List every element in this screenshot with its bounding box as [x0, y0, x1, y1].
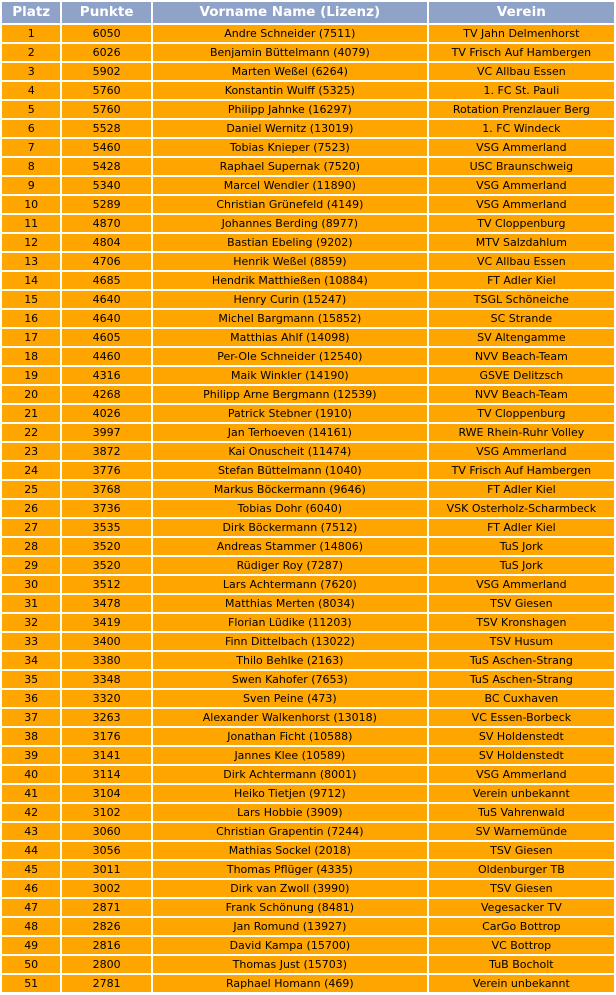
cell-name-lizenz: Marten Weßel (6264) [153, 63, 427, 80]
cell-name-lizenz: Tobias Knieper (7523) [153, 139, 427, 156]
cell-punkte: 4640 [62, 310, 151, 327]
cell-name-lizenz: Raphael Homann (469) [153, 975, 427, 992]
cell-verein: Oldenburger TB [429, 861, 614, 878]
cell-name-lizenz: Henry Curin (15247) [153, 291, 427, 308]
cell-punkte: 3011 [62, 861, 151, 878]
cell-punkte: 4460 [62, 348, 151, 365]
cell-punkte: 3176 [62, 728, 151, 745]
cell-verein: FT Adler Kiel [429, 272, 614, 289]
table-row [2, 329, 614, 346]
cell-punkte: 5289 [62, 196, 151, 213]
cell-punkte: 5902 [62, 63, 151, 80]
cell-verein: BC Cuxhaven [429, 690, 614, 707]
cell-name-lizenz: Benjamin Büttelmann (4079) [153, 44, 427, 61]
cell-platz: 36 [2, 690, 60, 707]
cell-punkte: 3263 [62, 709, 151, 726]
cell-verein: VC Bottrop [429, 937, 614, 954]
cell-platz: 30 [2, 576, 60, 593]
cell-punkte: 3104 [62, 785, 151, 802]
cell-platz: 27 [2, 519, 60, 536]
cell-name-lizenz: Konstantin Wulff (5325) [153, 82, 427, 99]
cell-platz: 42 [2, 804, 60, 821]
cell-punkte: 2800 [62, 956, 151, 973]
header-platz: Platz [2, 2, 60, 23]
table-row [2, 937, 614, 954]
cell-verein: VSG Ammerland [429, 576, 614, 593]
table-row [2, 367, 614, 384]
table-row [2, 519, 614, 536]
table-row [2, 82, 614, 99]
cell-name-lizenz: Lars Hobbie (3909) [153, 804, 427, 821]
cell-name-lizenz: Kai Onuscheit (11474) [153, 443, 427, 460]
cell-platz: 43 [2, 823, 60, 840]
table-row [2, 481, 614, 498]
cell-verein: Vegesacker TV [429, 899, 614, 916]
table-row [2, 671, 614, 688]
table-row [2, 424, 614, 441]
cell-platz: 46 [2, 880, 60, 897]
cell-punkte: 4640 [62, 291, 151, 308]
cell-punkte: 5460 [62, 139, 151, 156]
cell-name-lizenz: Lars Achtermann (7620) [153, 576, 427, 593]
cell-platz: 25 [2, 481, 60, 498]
cell-name-lizenz: Matthias Ahlf (14098) [153, 329, 427, 346]
table-row [2, 899, 614, 916]
cell-platz: 47 [2, 899, 60, 916]
cell-verein: USC Braunschweig [429, 158, 614, 175]
cell-verein: TuS Aschen-Strang [429, 652, 614, 669]
cell-name-lizenz: Michel Bargmann (15852) [153, 310, 427, 327]
cell-name-lizenz: Thilo Behlke (2163) [153, 652, 427, 669]
cell-punkte: 3872 [62, 443, 151, 460]
cell-verein: NVV Beach-Team [429, 386, 614, 403]
cell-verein: TV Frisch Auf Hambergen [429, 44, 614, 61]
cell-punkte: 4870 [62, 215, 151, 232]
cell-name-lizenz: Matthias Merten (8034) [153, 595, 427, 612]
table-row [2, 44, 614, 61]
cell-punkte: 4605 [62, 329, 151, 346]
cell-name-lizenz: Florian Lüdike (11203) [153, 614, 427, 631]
cell-verein: TuB Bocholt [429, 956, 614, 973]
cell-punkte: 5428 [62, 158, 151, 175]
cell-platz: 7 [2, 139, 60, 156]
cell-punkte: 3736 [62, 500, 151, 517]
cell-name-lizenz: David Kampa (15700) [153, 937, 427, 954]
cell-verein: SV Holdenstedt [429, 728, 614, 745]
cell-verein: VSG Ammerland [429, 443, 614, 460]
table-row [2, 177, 614, 194]
cell-verein: SC Strande [429, 310, 614, 327]
cell-platz: 12 [2, 234, 60, 251]
cell-name-lizenz: Marcel Wendler (11890) [153, 177, 427, 194]
cell-name-lizenz: Jan Romund (13927) [153, 918, 427, 935]
cell-platz: 33 [2, 633, 60, 650]
table-row [2, 918, 614, 935]
cell-platz: 50 [2, 956, 60, 973]
cell-name-lizenz: Maik Winkler (14190) [153, 367, 427, 384]
cell-punkte: 6050 [62, 25, 151, 42]
cell-punkte: 5340 [62, 177, 151, 194]
cell-platz: 4 [2, 82, 60, 99]
header-name-lizenz: Vorname Name (Lizenz) [153, 2, 427, 23]
table-row [2, 462, 614, 479]
cell-punkte: 4026 [62, 405, 151, 422]
table-row [2, 728, 614, 745]
table-row [2, 215, 614, 232]
table-body [2, 25, 614, 992]
cell-verein: TV Cloppenburg [429, 405, 614, 422]
table-row [2, 310, 614, 327]
table-row [2, 196, 614, 213]
cell-name-lizenz: Henrik Weßel (8859) [153, 253, 427, 270]
table-row [2, 139, 614, 156]
cell-verein: VSG Ammerland [429, 139, 614, 156]
cell-verein: VSK Osterholz-Scharmbeck [429, 500, 614, 517]
cell-platz: 19 [2, 367, 60, 384]
cell-name-lizenz: Philipp Jahnke (16297) [153, 101, 427, 118]
cell-punkte: 3056 [62, 842, 151, 859]
cell-verein: TSV Kronshagen [429, 614, 614, 631]
cell-verein: TSV Giesen [429, 880, 614, 897]
cell-name-lizenz: Swen Kahofer (7653) [153, 671, 427, 688]
table-row [2, 766, 614, 783]
cell-name-lizenz: Thomas Just (15703) [153, 956, 427, 973]
cell-punkte: 3520 [62, 557, 151, 574]
header-row [2, 2, 614, 23]
cell-punkte: 2781 [62, 975, 151, 992]
cell-verein: VSG Ammerland [429, 766, 614, 783]
cell-platz: 40 [2, 766, 60, 783]
cell-verein: RWE Rhein-Ruhr Volley [429, 424, 614, 441]
cell-verein: Verein unbekannt [429, 975, 614, 992]
cell-punkte: 4316 [62, 367, 151, 384]
table-row [2, 709, 614, 726]
cell-verein: 1. FC Windeck [429, 120, 614, 137]
table-row [2, 804, 614, 821]
cell-platz: 49 [2, 937, 60, 954]
cell-punkte: 3102 [62, 804, 151, 821]
cell-verein: TuS Jork [429, 557, 614, 574]
cell-platz: 16 [2, 310, 60, 327]
table-row [2, 557, 614, 574]
table-row [2, 158, 614, 175]
cell-punkte: 3002 [62, 880, 151, 897]
cell-punkte: 2826 [62, 918, 151, 935]
cell-platz: 11 [2, 215, 60, 232]
cell-name-lizenz: Tobias Dohr (6040) [153, 500, 427, 517]
table-row [2, 500, 614, 517]
cell-platz: 44 [2, 842, 60, 859]
cell-name-lizenz: Stefan Büttelmann (1040) [153, 462, 427, 479]
cell-punkte: 3419 [62, 614, 151, 631]
cell-verein: TV Cloppenburg [429, 215, 614, 232]
cell-name-lizenz: Thomas Pflüger (4335) [153, 861, 427, 878]
table-row [2, 386, 614, 403]
cell-punkte: 3997 [62, 424, 151, 441]
cell-platz: 28 [2, 538, 60, 555]
table-row [2, 538, 614, 555]
cell-platz: 18 [2, 348, 60, 365]
table-row [2, 785, 614, 802]
header-punkte: Punkte [62, 2, 151, 23]
cell-name-lizenz: Frank Schönung (8481) [153, 899, 427, 916]
cell-punkte: 2871 [62, 899, 151, 916]
cell-platz: 41 [2, 785, 60, 802]
table-header [2, 2, 614, 23]
cell-platz: 51 [2, 975, 60, 992]
cell-verein: VC Allbau Essen [429, 63, 614, 80]
cell-punkte: 3512 [62, 576, 151, 593]
cell-platz: 37 [2, 709, 60, 726]
cell-platz: 32 [2, 614, 60, 631]
cell-verein: TV Jahn Delmenhorst [429, 25, 614, 42]
cell-name-lizenz: Jannes Klee (10589) [153, 747, 427, 764]
cell-punkte: 3114 [62, 766, 151, 783]
cell-platz: 38 [2, 728, 60, 745]
cell-name-lizenz: Dirk Achtermann (8001) [153, 766, 427, 783]
table-row [2, 272, 614, 289]
cell-verein: GSVE Delitzsch [429, 367, 614, 384]
header-verein: Verein [429, 2, 614, 23]
cell-platz: 39 [2, 747, 60, 764]
cell-punkte: 2816 [62, 937, 151, 954]
cell-punkte: 3768 [62, 481, 151, 498]
table-row [2, 861, 614, 878]
table-row [2, 633, 614, 650]
cell-punkte: 6026 [62, 44, 151, 61]
cell-name-lizenz: Philipp Arne Bergmann (12539) [153, 386, 427, 403]
cell-verein: NVV Beach-Team [429, 348, 614, 365]
cell-verein: VC Allbau Essen [429, 253, 614, 270]
cell-punkte: 3535 [62, 519, 151, 536]
table-row [2, 956, 614, 973]
cell-verein: 1. FC St. Pauli [429, 82, 614, 99]
cell-platz: 13 [2, 253, 60, 270]
cell-punkte: 3776 [62, 462, 151, 479]
cell-name-lizenz: Alexander Walkenhorst (13018) [153, 709, 427, 726]
cell-verein: SV Altengamme [429, 329, 614, 346]
cell-verein: TSV Husum [429, 633, 614, 650]
cell-verein: Verein unbekannt [429, 785, 614, 802]
table-row [2, 823, 614, 840]
cell-name-lizenz: Christian Grünefeld (4149) [153, 196, 427, 213]
cell-name-lizenz: Jan Terhoeven (14161) [153, 424, 427, 441]
table-row [2, 690, 614, 707]
cell-name-lizenz: Andre Schneider (7511) [153, 25, 427, 42]
table-row [2, 652, 614, 669]
cell-punkte: 3478 [62, 595, 151, 612]
cell-punkte: 3348 [62, 671, 151, 688]
cell-name-lizenz: Christian Grapentin (7244) [153, 823, 427, 840]
table-row [2, 595, 614, 612]
cell-verein: SV Warnemünde [429, 823, 614, 840]
cell-punkte: 5528 [62, 120, 151, 137]
cell-name-lizenz: Raphael Supernak (7520) [153, 158, 427, 175]
cell-platz: 29 [2, 557, 60, 574]
table-row [2, 614, 614, 631]
cell-verein: TSV Giesen [429, 842, 614, 859]
table-row [2, 405, 614, 422]
cell-platz: 45 [2, 861, 60, 878]
cell-platz: 26 [2, 500, 60, 517]
cell-platz: 8 [2, 158, 60, 175]
cell-verein: VC Essen-Borbeck [429, 709, 614, 726]
cell-verein: FT Adler Kiel [429, 519, 614, 536]
cell-name-lizenz: Dirk Böckermann (7512) [153, 519, 427, 536]
cell-name-lizenz: Finn Dittelbach (13022) [153, 633, 427, 650]
table-row [2, 975, 614, 992]
table-row [2, 348, 614, 365]
cell-punkte: 3400 [62, 633, 151, 650]
cell-name-lizenz: Sven Peine (473) [153, 690, 427, 707]
table-row [2, 253, 614, 270]
cell-platz: 23 [2, 443, 60, 460]
table-row [2, 101, 614, 118]
cell-name-lizenz: Bastian Ebeling (9202) [153, 234, 427, 251]
cell-verein: TuS Vahrenwald [429, 804, 614, 821]
table-row [2, 880, 614, 897]
cell-platz: 48 [2, 918, 60, 935]
cell-verein: VSG Ammerland [429, 177, 614, 194]
cell-name-lizenz: Daniel Wernitz (13019) [153, 120, 427, 137]
cell-name-lizenz: Markus Böckermann (9646) [153, 481, 427, 498]
cell-platz: 15 [2, 291, 60, 308]
cell-platz: 17 [2, 329, 60, 346]
cell-punkte: 3060 [62, 823, 151, 840]
cell-punkte: 5760 [62, 101, 151, 118]
cell-platz: 22 [2, 424, 60, 441]
cell-punkte: 3380 [62, 652, 151, 669]
cell-verein: VSG Ammerland [429, 196, 614, 213]
cell-name-lizenz: Dirk van Zwoll (3990) [153, 880, 427, 897]
cell-punkte: 4268 [62, 386, 151, 403]
table-row [2, 576, 614, 593]
cell-verein: TuS Jork [429, 538, 614, 555]
cell-verein: SV Holdenstedt [429, 747, 614, 764]
table-row [2, 747, 614, 764]
table-row [2, 291, 614, 308]
cell-verein: TSV Giesen [429, 595, 614, 612]
cell-verein: TuS Aschen-Strang [429, 671, 614, 688]
cell-verein: Rotation Prenzlauer Berg [429, 101, 614, 118]
cell-verein: TV Frisch Auf Hambergen [429, 462, 614, 479]
table-row [2, 842, 614, 859]
cell-name-lizenz: Jonathan Ficht (10588) [153, 728, 427, 745]
cell-platz: 5 [2, 101, 60, 118]
cell-name-lizenz: Per-Ole Schneider (12540) [153, 348, 427, 365]
cell-name-lizenz: Rüdiger Roy (7287) [153, 557, 427, 574]
table-row [2, 443, 614, 460]
cell-punkte: 3141 [62, 747, 151, 764]
cell-platz: 1 [2, 25, 60, 42]
cell-name-lizenz: Hendrik Matthießen (10884) [153, 272, 427, 289]
cell-punkte: 4706 [62, 253, 151, 270]
cell-platz: 10 [2, 196, 60, 213]
table-row [2, 234, 614, 251]
cell-name-lizenz: Andreas Stammer (14806) [153, 538, 427, 555]
cell-platz: 2 [2, 44, 60, 61]
cell-punkte: 3320 [62, 690, 151, 707]
cell-punkte: 4685 [62, 272, 151, 289]
cell-platz: 35 [2, 671, 60, 688]
cell-platz: 9 [2, 177, 60, 194]
cell-punkte: 5760 [62, 82, 151, 99]
cell-verein: MTV Salzdahlum [429, 234, 614, 251]
cell-verein: CarGo Bottrop [429, 918, 614, 935]
cell-punkte: 3520 [62, 538, 151, 555]
cell-platz: 6 [2, 120, 60, 137]
table-row [2, 120, 614, 137]
cell-platz: 24 [2, 462, 60, 479]
cell-name-lizenz: Mathias Sockel (2018) [153, 842, 427, 859]
cell-name-lizenz: Patrick Stebner (1910) [153, 405, 427, 422]
cell-platz: 14 [2, 272, 60, 289]
cell-punkte: 4804 [62, 234, 151, 251]
cell-platz: 20 [2, 386, 60, 403]
table-row [2, 25, 614, 42]
cell-platz: 31 [2, 595, 60, 612]
cell-platz: 21 [2, 405, 60, 422]
table-row [2, 63, 614, 80]
cell-platz: 3 [2, 63, 60, 80]
cell-verein: FT Adler Kiel [429, 481, 614, 498]
cell-verein: TSGL Schöneiche [429, 291, 614, 308]
cell-name-lizenz: Heiko Tietjen (9712) [153, 785, 427, 802]
cell-platz: 34 [2, 652, 60, 669]
cell-name-lizenz: Johannes Berding (8977) [153, 215, 427, 232]
